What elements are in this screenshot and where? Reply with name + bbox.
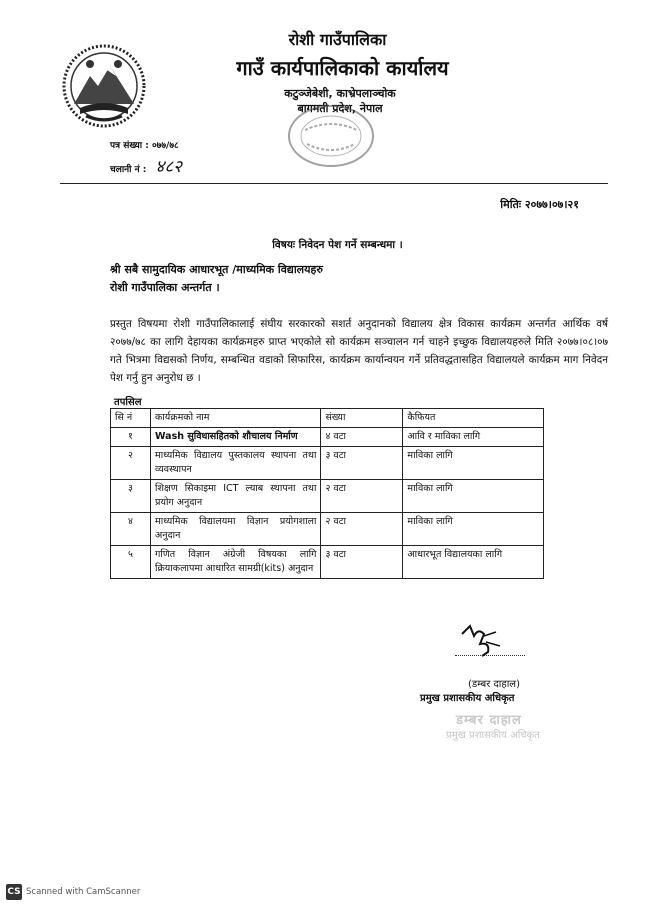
signature-mark-icon bbox=[440, 622, 520, 674]
letter-date: मितिः २०७७।०७।२१ bbox=[500, 198, 579, 211]
row-sn: १ bbox=[111, 428, 151, 447]
row-program-name: माध्यमिक विद्यालयमा विज्ञान प्रयोगशाला अनुदान bbox=[151, 513, 321, 546]
table-row bbox=[111, 546, 544, 579]
row-program-name: Wash सुविधासहितको शौचालय निर्माण bbox=[151, 428, 321, 447]
header-remark: कैफियत bbox=[403, 409, 544, 428]
letter-number-label: पत्र संख्या : bbox=[110, 141, 149, 151]
header-divider bbox=[60, 183, 608, 184]
program-table bbox=[110, 408, 544, 579]
row-quantity: ३ वटा bbox=[321, 447, 403, 480]
municipality-name: रोशी गाउँपालिका bbox=[288, 30, 387, 49]
address-line-1: कटुञ्जेबेशी, काभ्रेपलाञ्चोक bbox=[284, 87, 396, 100]
row-quantity: ४ वटा bbox=[321, 428, 403, 447]
row-remark: माविका लागि bbox=[403, 513, 544, 546]
office-stamp-icon bbox=[285, 100, 377, 172]
dispatch-number bbox=[110, 154, 182, 177]
dispatch-number-value: ४८२ bbox=[155, 157, 183, 177]
camscanner-logo-icon: CS bbox=[6, 884, 22, 900]
row-quantity: २ वटा bbox=[321, 513, 403, 546]
address-line-2: बागमती प्रदेश, नेपाल bbox=[297, 102, 383, 115]
table-header-row bbox=[111, 409, 544, 428]
dispatch-number-label: चलानी नं : bbox=[110, 165, 147, 175]
signature-stamp-title: प्रमुख प्रशासकीय अधिकृत bbox=[446, 730, 540, 741]
signatory-title: प्रमुख प्रशासकीय अधिकृत bbox=[420, 693, 515, 704]
letter-number bbox=[110, 138, 179, 151]
row-program-name: माध्यमिक विद्यालय पुस्तकालय स्थापना तथा व्यवस्थापन bbox=[151, 447, 321, 480]
row-quantity: २ वटा bbox=[321, 480, 403, 513]
subject-line: विषयः निवेदन पेश गर्ने सम्बन्धमा । bbox=[272, 239, 403, 251]
row-sn: ४ bbox=[111, 513, 151, 546]
row-sn: ५ bbox=[111, 546, 151, 579]
table-row bbox=[111, 513, 544, 546]
row-program-name: गणित विज्ञान अंग्रेजी विषयका लागि क्रियाकलापमा आधारित सामग्री(kits) अनुदान bbox=[151, 546, 321, 579]
letter-number-value: ०७७/७८ bbox=[152, 141, 179, 151]
row-remark: माविका लागि bbox=[403, 447, 544, 480]
signatory-name: (डम्बर दाहाल) bbox=[468, 679, 520, 690]
table-row bbox=[111, 428, 544, 447]
row-sn: ३ bbox=[111, 480, 151, 513]
signature-line bbox=[455, 655, 525, 656]
row-remark: आवि र माविका लागि bbox=[403, 428, 544, 447]
recipient-line-2: रोशी गाउँपालिका अन्तर्गत । bbox=[110, 281, 220, 294]
row-quantity: ३ वटा bbox=[321, 546, 403, 579]
row-remark: माविका लागि bbox=[403, 480, 544, 513]
table-row bbox=[111, 480, 544, 513]
row-remark: आधारभूत विद्यालयका लागि bbox=[403, 546, 544, 579]
table-title: तपसिल bbox=[114, 397, 142, 408]
row-sn: २ bbox=[111, 447, 151, 480]
row-program-name: शिक्षण सिकाइमा ICT ल्याब स्थापना तथा प्रयोग अनुदान bbox=[151, 480, 321, 513]
scanner-watermark: Scanned with CamScanner bbox=[26, 887, 141, 897]
office-name: गाउँ कार्यपालिकाको कार्यालय bbox=[236, 56, 449, 80]
recipient-line-1: श्री सबै सामुदायिक आधारभूत /माध्यमिक विद्यालयहरु bbox=[110, 263, 323, 276]
signature-stamp-name: डम्बर दाहाल bbox=[456, 713, 522, 728]
header-program-name: कार्यक्रमको नाम bbox=[151, 409, 321, 428]
body-paragraph: प्रस्तुत विषयमा रोशी गाउँपालिकालाई संघीय सरकारको सशर्त अनुदानको विद्यालय क्षेत्र विकास कार्यक्रम अन्तर्गत आर्थिक वर्ष २०७७/७८ का लागि देहायका कार्यक्रमहरु प्राप्त भएकोले सो कार्यक्रम सञ्चालन गर्न चाहने इच्छुक विद्यालयहरुले मिति २०७७।०८।०७ गते भित्रमा विद्यसको निर्णय, सम्बन्धित वडाको सिफारिस, कार्यक्रम कार्यान्वयन गर्ने प्रतिवद्धतासहित विद्यालयले कार्यक्रम माग निवेदन पेश गर्नु हुन अनुरोध छ । bbox=[110, 318, 608, 384]
header-quantity: संख्या bbox=[321, 409, 403, 428]
header-sn: सि नं bbox=[111, 409, 151, 428]
table-row bbox=[111, 447, 544, 480]
